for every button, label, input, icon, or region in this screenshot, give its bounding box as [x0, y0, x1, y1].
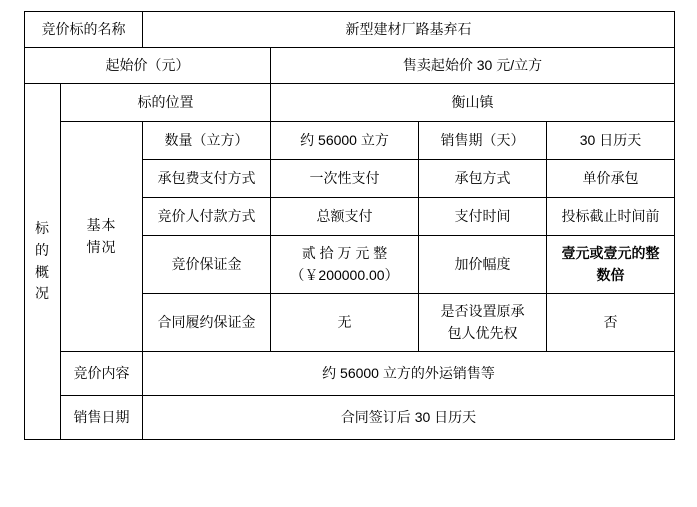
table-row: [25, 396, 675, 440]
cell-contract-mode-label: 承包方式: [419, 160, 547, 198]
cell-overview-label: [25, 84, 61, 440]
overview-label-char-2: 的: [35, 241, 50, 258]
table-row: [25, 352, 675, 396]
cell-performance-bond-label: 合同履约保证金: [143, 294, 271, 352]
priority-label-line-2: 包人优先权: [447, 324, 518, 341]
cell-location-value: 衡山镇: [271, 84, 675, 122]
table-row: [25, 84, 675, 122]
deposit-value-line-1: 贰 拾 万 元 整: [301, 244, 388, 261]
cell-priority-value: 否: [547, 294, 675, 352]
cell-deposit-value: [271, 236, 419, 294]
basic-label-line-1: 基本: [86, 216, 117, 233]
cell-quantity-value: 约 56000 立方: [271, 122, 419, 160]
cell-quantity-label: 数量（立方）: [143, 122, 271, 160]
cell-sale-date-label: 销售日期: [61, 396, 143, 440]
cell-name-label: 竞价标的名称: [25, 12, 143, 48]
table-row: [25, 12, 675, 48]
cell-performance-bond-value: 无: [271, 294, 419, 352]
cell-contract-fee-pay-value: 一次性支付: [271, 160, 419, 198]
cell-increment-label: 加价幅度: [419, 236, 547, 294]
cell-pay-time-value: 投标截止时间前: [547, 198, 675, 236]
cell-sale-period-label: 销售期（天）: [419, 122, 547, 160]
cell-name-value: 新型建材厂路基弃石: [143, 12, 675, 48]
cell-content-label: 竞价内容: [61, 352, 143, 396]
cell-start-price-label: 起始价（元）: [25, 48, 271, 84]
deposit-value-line-2: （￥200000.00）: [290, 266, 399, 283]
cell-basic-label: [61, 122, 143, 352]
cell-sale-period-value: 30 日历天: [547, 122, 675, 160]
cell-contract-mode-value: 单价承包: [547, 160, 675, 198]
increment-value-line-2: 数倍: [596, 266, 625, 283]
cell-bidder-pay-label: 竞价人付款方式: [143, 198, 271, 236]
cell-pay-time-label: 支付时间: [419, 198, 547, 236]
cell-priority-label: [419, 294, 547, 352]
overview-label-char-3: 概: [35, 263, 50, 280]
cell-start-price-value: 售卖起始价 30 元/立方: [271, 48, 675, 84]
overview-label-char-1: 标: [35, 220, 50, 237]
basic-label-line-2: 情况: [86, 238, 117, 255]
cell-bidder-pay-value: 总额支付: [271, 198, 419, 236]
table-row: [25, 122, 675, 160]
increment-value-line-1: 壹元或壹元的整: [561, 244, 660, 261]
cell-contract-fee-pay-label: 承包费支付方式: [143, 160, 271, 198]
cell-sale-date-value: 合同签订后 30 日历天: [143, 396, 675, 440]
overview-label-char-4: 况: [35, 285, 50, 302]
cell-deposit-label: 竞价保证金: [143, 236, 271, 294]
cell-increment-value: [547, 236, 675, 294]
cell-location-label: 标的位置: [61, 84, 271, 122]
table-row: [25, 48, 675, 84]
bid-information-table: [24, 11, 675, 440]
cell-content-value: 约 56000 立方的外运销售等: [143, 352, 675, 396]
priority-label-line-1: 是否设置原承: [440, 302, 525, 319]
